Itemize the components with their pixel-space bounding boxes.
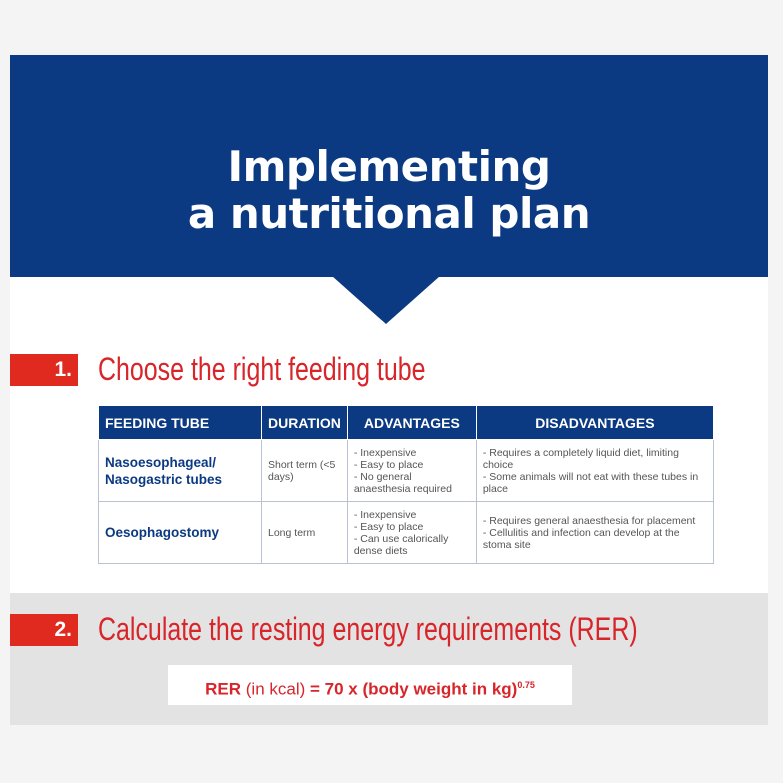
step-1-badge: 1. xyxy=(10,354,78,386)
list-item: - Inexpensive xyxy=(353,508,417,521)
advantages-list xyxy=(347,440,476,502)
header-feeding-tube: FEEDING TUBE xyxy=(99,406,262,440)
header-disadvantages: DISADVANTAGES xyxy=(476,406,713,440)
disadvantages-list xyxy=(476,502,713,564)
list-item: - Requires a completely liquid diet, limiting choice xyxy=(482,446,679,471)
formula-exponent: 0.75 xyxy=(517,680,535,690)
infographic-card xyxy=(10,55,768,725)
tube-duration: Short term (<5 days) xyxy=(262,440,348,502)
title-line-1: Implementing xyxy=(227,142,551,191)
list-item: - Requires general anaesthesia for placement xyxy=(482,514,696,527)
page-title xyxy=(10,143,768,237)
list-item: - Easy to place xyxy=(353,520,424,533)
list-item: - Inexpensive xyxy=(353,446,417,459)
step-2-badge: 2. xyxy=(10,614,78,646)
header-advantages: ADVANTAGES xyxy=(347,406,476,440)
tube-duration: Long term xyxy=(262,502,348,564)
list-item: - Cellulitis and infection can develop at the stoma site xyxy=(482,526,680,551)
step-1-heading: Choose the right feeding tube xyxy=(98,351,426,387)
rer-formula xyxy=(168,665,572,705)
list-item: - No general anaesthesia required xyxy=(353,470,452,495)
tube-name: Nasoesophageal/ Nasogastric tubes xyxy=(99,440,262,502)
table-row xyxy=(99,440,714,502)
formula-rer: RER xyxy=(205,679,242,699)
formula-unit: (in kcal) xyxy=(241,679,310,699)
list-item: - Easy to place xyxy=(353,458,424,471)
formula-equation: = 70 x (body weight in kg) xyxy=(310,679,518,699)
list-item: - Can use calorically dense diets xyxy=(353,532,449,557)
title-line-2: a nutritional plan xyxy=(187,189,591,238)
feeding-tube-table xyxy=(98,405,714,564)
tube-name: Oesophagostomy xyxy=(99,502,262,564)
step-2-heading: Calculate the resting energy requirements (RER) xyxy=(98,611,638,647)
banner-arrow xyxy=(332,276,440,324)
disadvantages-list xyxy=(476,440,713,502)
table-row xyxy=(99,502,714,564)
list-item: - Some animals will not eat with these tubes in place xyxy=(482,470,699,495)
table-header-row xyxy=(99,406,714,440)
advantages-list xyxy=(347,502,476,564)
header-duration: DURATION xyxy=(262,406,348,440)
